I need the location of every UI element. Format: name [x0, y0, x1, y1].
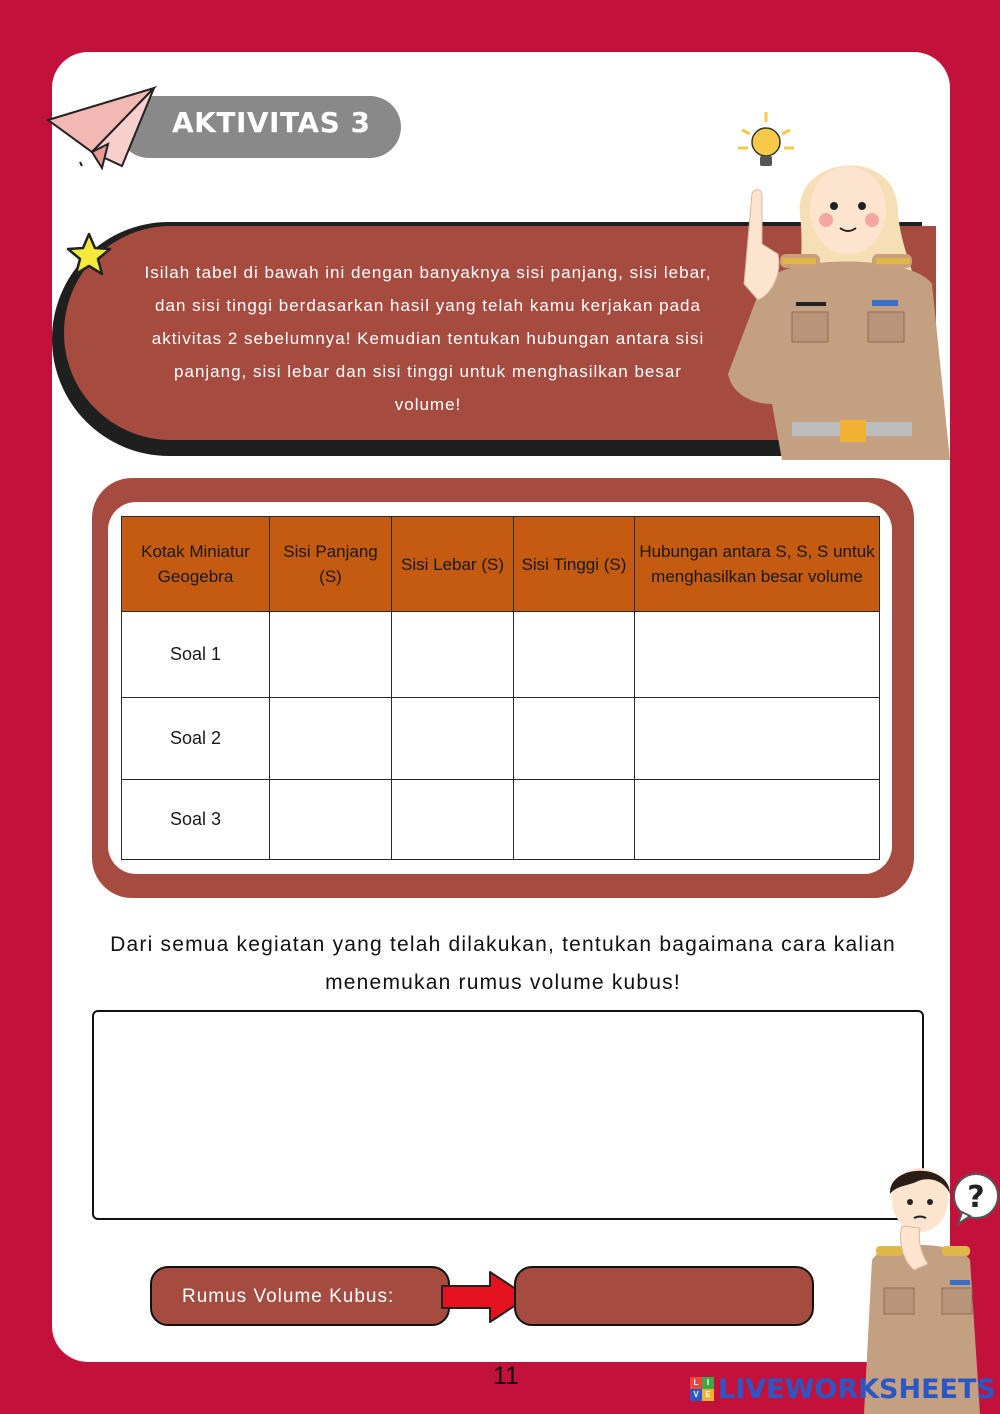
- liveworksheets-logo-icon: L I V E: [690, 1377, 714, 1401]
- answer-textbox[interactable]: [92, 1010, 924, 1220]
- header-hubungan: Hubungan antara S, S, S untuk menghasilkan besar volume: [635, 517, 880, 612]
- answer-cell-panjang[interactable]: [270, 698, 392, 780]
- svg-text:?: ?: [967, 1180, 985, 1215]
- table-header-row: [122, 517, 880, 612]
- header-kotak: Kotak Miniatur Geogebra: [122, 517, 270, 612]
- header-sisi-panjang: Sisi Panjang (S): [270, 517, 392, 612]
- question-bubble-icon: [954, 1174, 998, 1224]
- answer-cell-tinggi[interactable]: [514, 780, 635, 860]
- answer-cell-tinggi[interactable]: [514, 698, 635, 780]
- answer-cell-lebar[interactable]: [392, 612, 514, 698]
- teacher-illustration: [722, 104, 952, 460]
- formula-label: Rumus Volume Kubus:: [182, 1286, 395, 1307]
- table-row: [122, 780, 880, 860]
- header-sisi-lebar: Sisi Lebar (S): [392, 517, 514, 612]
- page-number: 11: [493, 1362, 519, 1390]
- answer-cell-lebar[interactable]: [392, 780, 514, 860]
- paper-plane-icon: [46, 86, 158, 172]
- formula-answer-input[interactable]: [514, 1266, 814, 1326]
- answer-cell-hubungan[interactable]: [635, 698, 880, 780]
- question-text: Dari semua kegiatan yang telah dilakukan, tentukan bagaimana cara kalian menemukan rumus volume kubus!: [110, 933, 896, 994]
- table-row: [122, 698, 880, 780]
- lightbulb-icon: [738, 112, 794, 166]
- answer-cell-panjang[interactable]: [270, 612, 392, 698]
- row-label: Soal 1: [122, 612, 270, 698]
- brand-text: LIVEWORKSHEETS: [718, 1373, 996, 1405]
- brand-watermark: [690, 1372, 996, 1406]
- results-table: [121, 516, 880, 860]
- answer-cell-hubungan[interactable]: [635, 612, 880, 698]
- header-sisi-tinggi: Sisi Tinggi (S): [514, 517, 635, 612]
- row-label: Soal 2: [122, 698, 270, 780]
- row-label: Soal 3: [122, 780, 270, 860]
- activity-title: AKTIVITAS 3: [172, 106, 371, 139]
- answer-cell-tinggi[interactable]: [514, 612, 635, 698]
- table-row: [122, 612, 880, 698]
- answer-cell-panjang[interactable]: [270, 780, 392, 860]
- instruction-text: Isilah tabel di bawah ini dengan banyaknya sisi panjang, sisi lebar, dan sisi tinggi berdasarkan hasil yang telah kamu kerjakan pada aktivitas 2 sebelumnya! Kemudian tentukan hubungan antara sisi panjang, sisi lebar dan sisi tinggi untuk menghasilkan besar volume!: [144, 263, 712, 414]
- answer-cell-hubungan[interactable]: [635, 780, 880, 860]
- answer-cell-lebar[interactable]: [392, 698, 514, 780]
- star-icon: [66, 232, 112, 276]
